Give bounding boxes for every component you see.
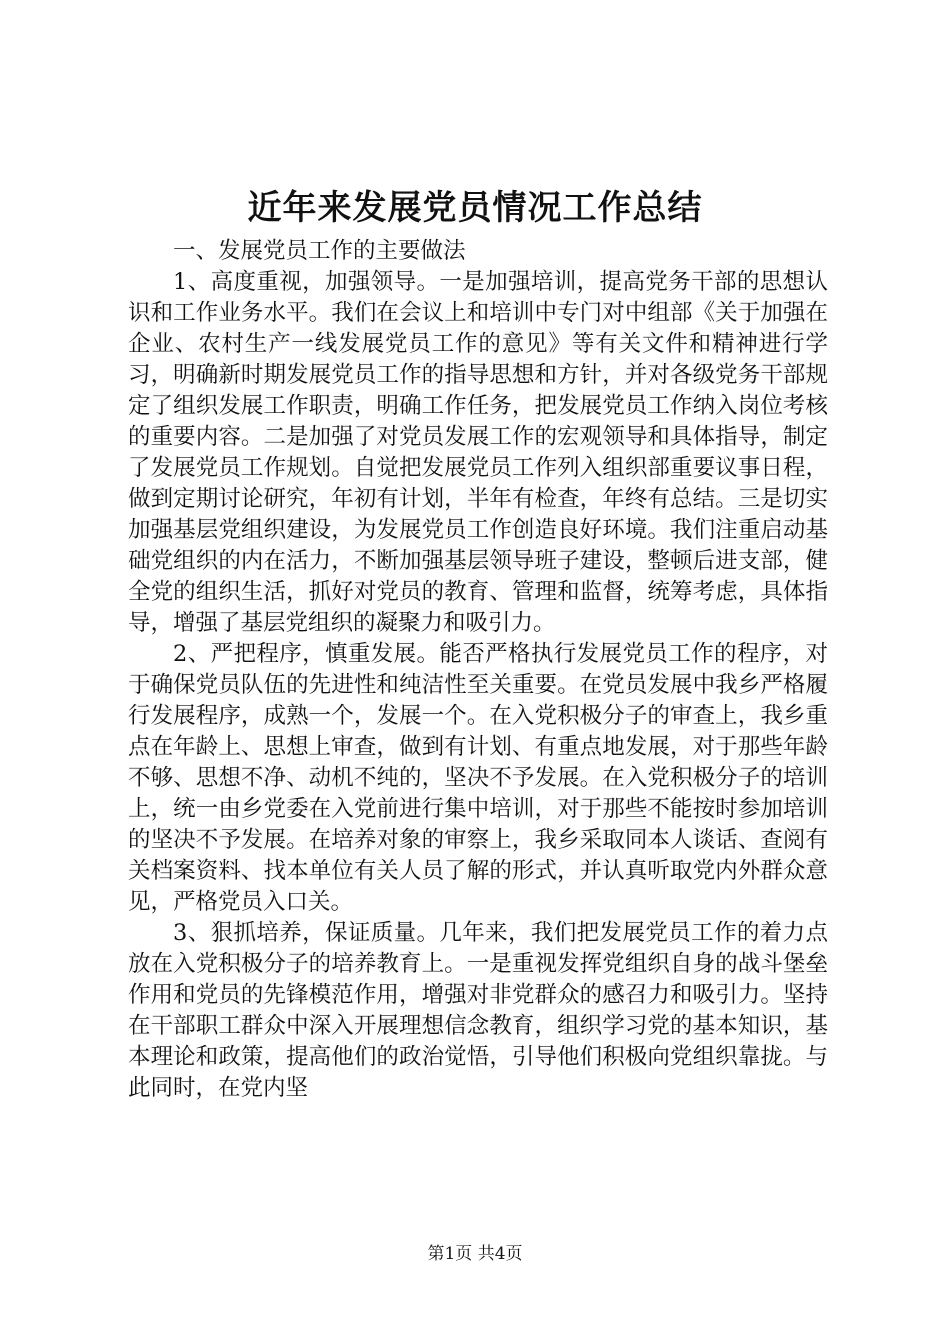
paragraph-3: 3、狠抓培养，保证质量。几年来，我们把发展党员工作的着力点放在入党积极分子的培养教育上。一是重视发挥党组织自身的战斗堡垒作用和党员的先锋模范作用，增强对非党群众的感召力和吸引力。坚持在干部职工群众中深入开展理想信念教育，组织学习党的基本知识，基本理论和政策，提高他们的政治觉悟，引导他们积极向党组织靠拢。与此同时，在党内坚 bbox=[128, 920, 828, 1101]
page-footer: 第1页 共4页 bbox=[427, 1244, 523, 1264]
document-title: 近年来发展党员情况工作总结 bbox=[247, 188, 703, 228]
paragraph-1: 1、高度重视，加强领导。一是加强培训，提高党务干部的思想认识和工作业务水平。我们在会议上和培训中专门对中组部《关于加强在企业、农村生产一线发展党员工作的意见》等有关文件和精神进行学习，明确新时期发展党员工作的指导思想和方针，并对各级党务干部规定了组织发展工作职责，明确工作任务，把发展党员工作纳入岗位考核的重要内容。二是加强了对党员发展工作的宏观领导和具体指导，制定了发展党员工作规划。自觉把发展党员工作列入组织部重要议事日程，做到定期讨论研究，年初有计划，半年有检查，年终有总结。三是切实加强基层党组织建设，为发展党员工作创造良好环境。我们注重启动基础党组织的内在活力，不断加强基层领导班子建设，整顿后进支部，健全党的组织生活，抓好对党员的教育、管理和监督，统筹考虑，具体指导，增强了基层党组织的凝聚力和吸引力。 bbox=[128, 269, 828, 636]
document-body bbox=[128, 236, 828, 1104]
section-heading: 一、发展党员工作的主要做法 bbox=[173, 238, 466, 264]
paragraph-2: 2、严把程序，慎重发展。能否严格执行发展党员工作的程序，对于确保党员队伍的先进性和纯洁性至关重要。在党员发展中我乡严格履行发展程序，成熟一个，发展一个。在入党积极分子的审查上，我乡重点在年龄上、思想上审查，做到有计划、有重点地发展，对于那些年龄不够、思想不净、动机不纯的，坚决不予发展。在入党积极分子的培训上，统一由乡党委在入党前进行集中培训，对于那些不能按时参加培训的坚决不予发展。在培养对象的审察上，我乡采取同本人谈话、查阅有关档案资料、找本单位有关人员了解的形式，并认真听取党内外群众意见，严格党员入口关。 bbox=[128, 641, 828, 915]
